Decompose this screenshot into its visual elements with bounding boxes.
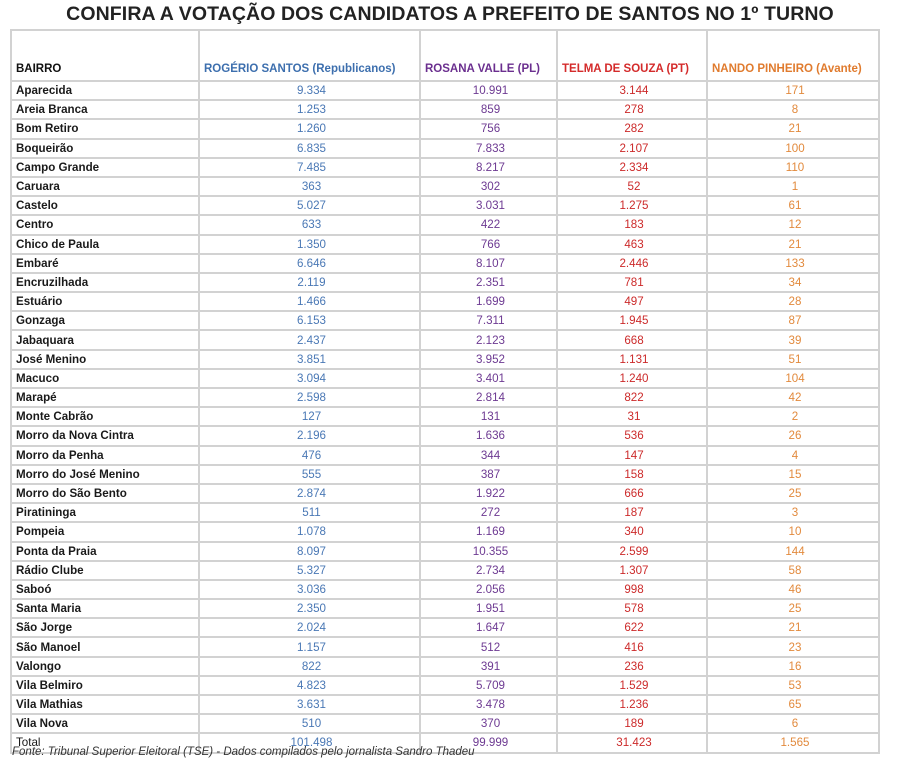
cell-rosana-valle: 131 — [420, 407, 557, 426]
cell-telma-de-souza: 2.334 — [557, 158, 707, 177]
cell-telma-de-souza: 52 — [557, 177, 707, 196]
column-header-rosana-valle: ROSANA VALLE (PL) — [420, 30, 557, 81]
table-row — [11, 561, 879, 580]
cell-nando-pinheiro: 21 — [707, 235, 879, 254]
table-row — [11, 254, 879, 273]
cell-bairro: Aparecida — [11, 81, 199, 100]
cell-telma-de-souza: 666 — [557, 484, 707, 503]
table-row — [11, 695, 879, 714]
cell-rogerio-santos: 101.498 — [199, 733, 420, 752]
cell-telma-de-souza: 236 — [557, 657, 707, 676]
cell-rogerio-santos: 9.334 — [199, 81, 420, 100]
table-row — [11, 503, 879, 522]
cell-bairro: Centro — [11, 215, 199, 234]
column-header-bairro: BAIRRO — [11, 30, 199, 81]
cell-telma-de-souza: 497 — [557, 292, 707, 311]
cell-bairro: Vila Mathias — [11, 695, 199, 714]
cell-rogerio-santos: 2.119 — [199, 273, 420, 292]
cell-telma-de-souza: 340 — [557, 522, 707, 541]
cell-rosana-valle: 3.952 — [420, 350, 557, 369]
cell-bairro: Jabaquara — [11, 330, 199, 349]
cell-rosana-valle: 1.647 — [420, 618, 557, 637]
cell-nando-pinheiro: 61 — [707, 196, 879, 215]
cell-nando-pinheiro: 65 — [707, 695, 879, 714]
cell-bairro: Caruara — [11, 177, 199, 196]
cell-bairro: São Jorge — [11, 618, 199, 637]
cell-rosana-valle: 1.169 — [420, 522, 557, 541]
cell-rogerio-santos: 1.350 — [199, 235, 420, 254]
cell-rosana-valle: 2.056 — [420, 580, 557, 599]
table-row — [11, 119, 879, 138]
header-row — [11, 30, 879, 81]
cell-nando-pinheiro: 100 — [707, 139, 879, 158]
cell-rosana-valle: 422 — [420, 215, 557, 234]
cell-telma-de-souza: 2.107 — [557, 139, 707, 158]
cell-bairro: Morro da Penha — [11, 446, 199, 465]
table-row — [11, 139, 879, 158]
cell-telma-de-souza: 158 — [557, 465, 707, 484]
cell-bairro: Macuco — [11, 369, 199, 388]
cell-telma-de-souza: 31 — [557, 407, 707, 426]
cell-bairro: Castelo — [11, 196, 199, 215]
cell-rogerio-santos: 3.036 — [199, 580, 420, 599]
cell-telma-de-souza: 668 — [557, 330, 707, 349]
cell-bairro: Vila Belmiro — [11, 676, 199, 695]
cell-rogerio-santos: 510 — [199, 714, 420, 733]
cell-telma-de-souza: 1.275 — [557, 196, 707, 215]
column-header-telma-de-souza: TELMA DE SOUZA (PT) — [557, 30, 707, 81]
table-row — [11, 350, 879, 369]
cell-nando-pinheiro: 1 — [707, 177, 879, 196]
cell-bairro: Bom Retiro — [11, 119, 199, 138]
table-row — [11, 81, 879, 100]
cell-nando-pinheiro: 53 — [707, 676, 879, 695]
table-row — [11, 618, 879, 637]
cell-rosana-valle: 7.833 — [420, 139, 557, 158]
table-row — [11, 196, 879, 215]
cell-nando-pinheiro: 51 — [707, 350, 879, 369]
table-row — [11, 484, 879, 503]
cell-rogerio-santos: 1.078 — [199, 522, 420, 541]
cell-nando-pinheiro: 46 — [707, 580, 879, 599]
cell-nando-pinheiro: 21 — [707, 119, 879, 138]
table-row — [11, 637, 879, 656]
cell-rosana-valle: 302 — [420, 177, 557, 196]
cell-rosana-valle: 756 — [420, 119, 557, 138]
column-header-rogerio-santos: ROGÉRIO SANTOS (Republicanos) — [199, 30, 420, 81]
cell-nando-pinheiro: 12 — [707, 215, 879, 234]
cell-telma-de-souza: 822 — [557, 388, 707, 407]
table-row — [11, 580, 879, 599]
cell-nando-pinheiro: 6 — [707, 714, 879, 733]
table-row — [11, 657, 879, 676]
cell-rosana-valle: 5.709 — [420, 676, 557, 695]
cell-nando-pinheiro: 26 — [707, 426, 879, 445]
cell-rogerio-santos: 7.485 — [199, 158, 420, 177]
cell-rogerio-santos: 2.598 — [199, 388, 420, 407]
cell-nando-pinheiro: 15 — [707, 465, 879, 484]
cell-nando-pinheiro: 39 — [707, 330, 879, 349]
cell-rosana-valle: 1.636 — [420, 426, 557, 445]
cell-rogerio-santos: 6.835 — [199, 139, 420, 158]
cell-bairro: Boqueirão — [11, 139, 199, 158]
source-note: Fonte: Tribunal Superior Eleitoral (TSE) - Dados compilados pelo jornalista Sandro Thadeu — [12, 746, 475, 758]
cell-nando-pinheiro: 21 — [707, 618, 879, 637]
cell-nando-pinheiro: 2 — [707, 407, 879, 426]
cell-bairro: Rádio Clube — [11, 561, 199, 580]
cell-nando-pinheiro: 133 — [707, 254, 879, 273]
cell-bairro: José Menino — [11, 350, 199, 369]
cell-nando-pinheiro: 87 — [707, 311, 879, 330]
cell-bairro: Campo Grande — [11, 158, 199, 177]
cell-rogerio-santos: 5.027 — [199, 196, 420, 215]
cell-bairro: Areia Branca — [11, 100, 199, 119]
cell-rosana-valle: 2.814 — [420, 388, 557, 407]
cell-bairro: Gonzaga — [11, 311, 199, 330]
cell-bairro: Valongo — [11, 657, 199, 676]
cell-bairro: Ponta da Praia — [11, 542, 199, 561]
cell-telma-de-souza: 1.945 — [557, 311, 707, 330]
cell-rosana-valle: 3.401 — [420, 369, 557, 388]
cell-telma-de-souza: 463 — [557, 235, 707, 254]
cell-rosana-valle: 859 — [420, 100, 557, 119]
cell-bairro: Piratininga — [11, 503, 199, 522]
cell-telma-de-souza: 3.144 — [557, 81, 707, 100]
cell-rogerio-santos: 8.097 — [199, 542, 420, 561]
table-row — [11, 714, 879, 733]
cell-rogerio-santos: 6.153 — [199, 311, 420, 330]
cell-bairro: Chico de Paula — [11, 235, 199, 254]
table-row — [11, 177, 879, 196]
cell-rogerio-santos: 1.466 — [199, 292, 420, 311]
cell-rogerio-santos: 4.823 — [199, 676, 420, 695]
cell-rogerio-santos: 2.874 — [199, 484, 420, 503]
cell-nando-pinheiro: 28 — [707, 292, 879, 311]
table-row — [11, 273, 879, 292]
cell-telma-de-souza: 278 — [557, 100, 707, 119]
cell-rogerio-santos: 2.350 — [199, 599, 420, 618]
cell-bairro: Vila Nova — [11, 714, 199, 733]
table-row — [11, 330, 879, 349]
cell-rosana-valle: 8.107 — [420, 254, 557, 273]
cell-telma-de-souza: 2.599 — [557, 542, 707, 561]
cell-telma-de-souza: 1.307 — [557, 561, 707, 580]
cell-nando-pinheiro: 3 — [707, 503, 879, 522]
cell-nando-pinheiro: 25 — [707, 599, 879, 618]
cell-rosana-valle: 766 — [420, 235, 557, 254]
cell-rogerio-santos: 822 — [199, 657, 420, 676]
votes-table — [10, 29, 880, 754]
cell-rosana-valle: 2.734 — [420, 561, 557, 580]
cell-rosana-valle: 391 — [420, 657, 557, 676]
table-row — [11, 369, 879, 388]
table-row — [11, 158, 879, 177]
cell-rogerio-santos: 127 — [199, 407, 420, 426]
cell-rosana-valle: 3.031 — [420, 196, 557, 215]
cell-nando-pinheiro: 23 — [707, 637, 879, 656]
table-row — [11, 676, 879, 695]
cell-nando-pinheiro: 1.565 — [707, 733, 879, 752]
table-row — [11, 388, 879, 407]
table-row — [11, 465, 879, 484]
cell-telma-de-souza: 1.529 — [557, 676, 707, 695]
table-row — [11, 599, 879, 618]
cell-rosana-valle: 2.123 — [420, 330, 557, 349]
table-row — [11, 292, 879, 311]
table-body — [11, 81, 879, 753]
cell-nando-pinheiro: 4 — [707, 446, 879, 465]
cell-rogerio-santos: 3.094 — [199, 369, 420, 388]
cell-telma-de-souza: 781 — [557, 273, 707, 292]
cell-bairro: Marapé — [11, 388, 199, 407]
cell-bairro: Saboó — [11, 580, 199, 599]
table-row — [11, 311, 879, 330]
cell-telma-de-souza: 622 — [557, 618, 707, 637]
cell-bairro: Encruzilhada — [11, 273, 199, 292]
table-row — [11, 407, 879, 426]
cell-rogerio-santos: 1.253 — [199, 100, 420, 119]
cell-telma-de-souza: 187 — [557, 503, 707, 522]
cell-rogerio-santos: 6.646 — [199, 254, 420, 273]
cell-rosana-valle: 1.699 — [420, 292, 557, 311]
cell-rosana-valle: 10.355 — [420, 542, 557, 561]
cell-rosana-valle: 344 — [420, 446, 557, 465]
cell-rosana-valle: 99.999 — [420, 733, 557, 752]
cell-rogerio-santos: 511 — [199, 503, 420, 522]
cell-telma-de-souza: 31.423 — [557, 733, 707, 752]
cell-rogerio-santos: 555 — [199, 465, 420, 484]
page-title: CONFIRA A VOTAÇÃO DOS CANDIDATOS A PREFEITO DE SANTOS NO 1º TURNO — [66, 3, 834, 25]
cell-nando-pinheiro: 58 — [707, 561, 879, 580]
cell-nando-pinheiro: 34 — [707, 273, 879, 292]
cell-bairro: Morro da Nova Cintra — [11, 426, 199, 445]
cell-telma-de-souza: 1.240 — [557, 369, 707, 388]
cell-rosana-valle: 10.991 — [420, 81, 557, 100]
table-row — [11, 426, 879, 445]
cell-rosana-valle: 1.922 — [420, 484, 557, 503]
cell-rogerio-santos: 1.157 — [199, 637, 420, 656]
cell-bairro: Monte Cabrão — [11, 407, 199, 426]
table-row — [11, 522, 879, 541]
column-header-nando-pinheiro: NANDO PINHEIRO (Avante) — [707, 30, 879, 81]
cell-nando-pinheiro: 25 — [707, 484, 879, 503]
cell-rosana-valle: 2.351 — [420, 273, 557, 292]
cell-bairro: Pompeia — [11, 522, 199, 541]
cell-telma-de-souza: 183 — [557, 215, 707, 234]
cell-telma-de-souza: 998 — [557, 580, 707, 599]
cell-rogerio-santos: 3.851 — [199, 350, 420, 369]
table-row — [11, 446, 879, 465]
cell-telma-de-souza: 282 — [557, 119, 707, 138]
cell-bairro: São Manoel — [11, 637, 199, 656]
cell-telma-de-souza: 147 — [557, 446, 707, 465]
table-row — [11, 100, 879, 119]
cell-rogerio-santos: 2.024 — [199, 618, 420, 637]
cell-telma-de-souza: 536 — [557, 426, 707, 445]
cell-nando-pinheiro: 110 — [707, 158, 879, 177]
cell-rogerio-santos: 1.260 — [199, 119, 420, 138]
cell-rogerio-santos: 476 — [199, 446, 420, 465]
cell-rogerio-santos: 2.437 — [199, 330, 420, 349]
cell-rosana-valle: 387 — [420, 465, 557, 484]
cell-rosana-valle: 7.311 — [420, 311, 557, 330]
cell-telma-de-souza: 1.131 — [557, 350, 707, 369]
cell-nando-pinheiro: 42 — [707, 388, 879, 407]
cell-nando-pinheiro: 171 — [707, 81, 879, 100]
cell-rosana-valle: 3.478 — [420, 695, 557, 714]
cell-telma-de-souza: 578 — [557, 599, 707, 618]
cell-rogerio-santos: 5.327 — [199, 561, 420, 580]
cell-nando-pinheiro: 10 — [707, 522, 879, 541]
cell-nando-pinheiro: 16 — [707, 657, 879, 676]
cell-nando-pinheiro: 8 — [707, 100, 879, 119]
cell-nando-pinheiro: 144 — [707, 542, 879, 561]
cell-telma-de-souza: 416 — [557, 637, 707, 656]
cell-rogerio-santos: 633 — [199, 215, 420, 234]
cell-rosana-valle: 512 — [420, 637, 557, 656]
cell-bairro: Embaré — [11, 254, 199, 273]
cell-rogerio-santos: 363 — [199, 177, 420, 196]
cell-rosana-valle: 272 — [420, 503, 557, 522]
cell-bairro: Morro do José Menino — [11, 465, 199, 484]
cell-bairro: Total — [11, 733, 199, 752]
cell-rogerio-santos: 2.196 — [199, 426, 420, 445]
cell-rosana-valle: 8.217 — [420, 158, 557, 177]
cell-rogerio-santos: 3.631 — [199, 695, 420, 714]
cell-rosana-valle: 370 — [420, 714, 557, 733]
table-row — [11, 215, 879, 234]
cell-nando-pinheiro: 104 — [707, 369, 879, 388]
cell-bairro: Estuário — [11, 292, 199, 311]
cell-bairro: Santa Maria — [11, 599, 199, 618]
cell-bairro: Morro do São Bento — [11, 484, 199, 503]
cell-telma-de-souza: 189 — [557, 714, 707, 733]
table-row — [11, 235, 879, 254]
cell-telma-de-souza: 2.446 — [557, 254, 707, 273]
cell-rosana-valle: 1.951 — [420, 599, 557, 618]
table-row — [11, 542, 879, 561]
cell-telma-de-souza: 1.236 — [557, 695, 707, 714]
